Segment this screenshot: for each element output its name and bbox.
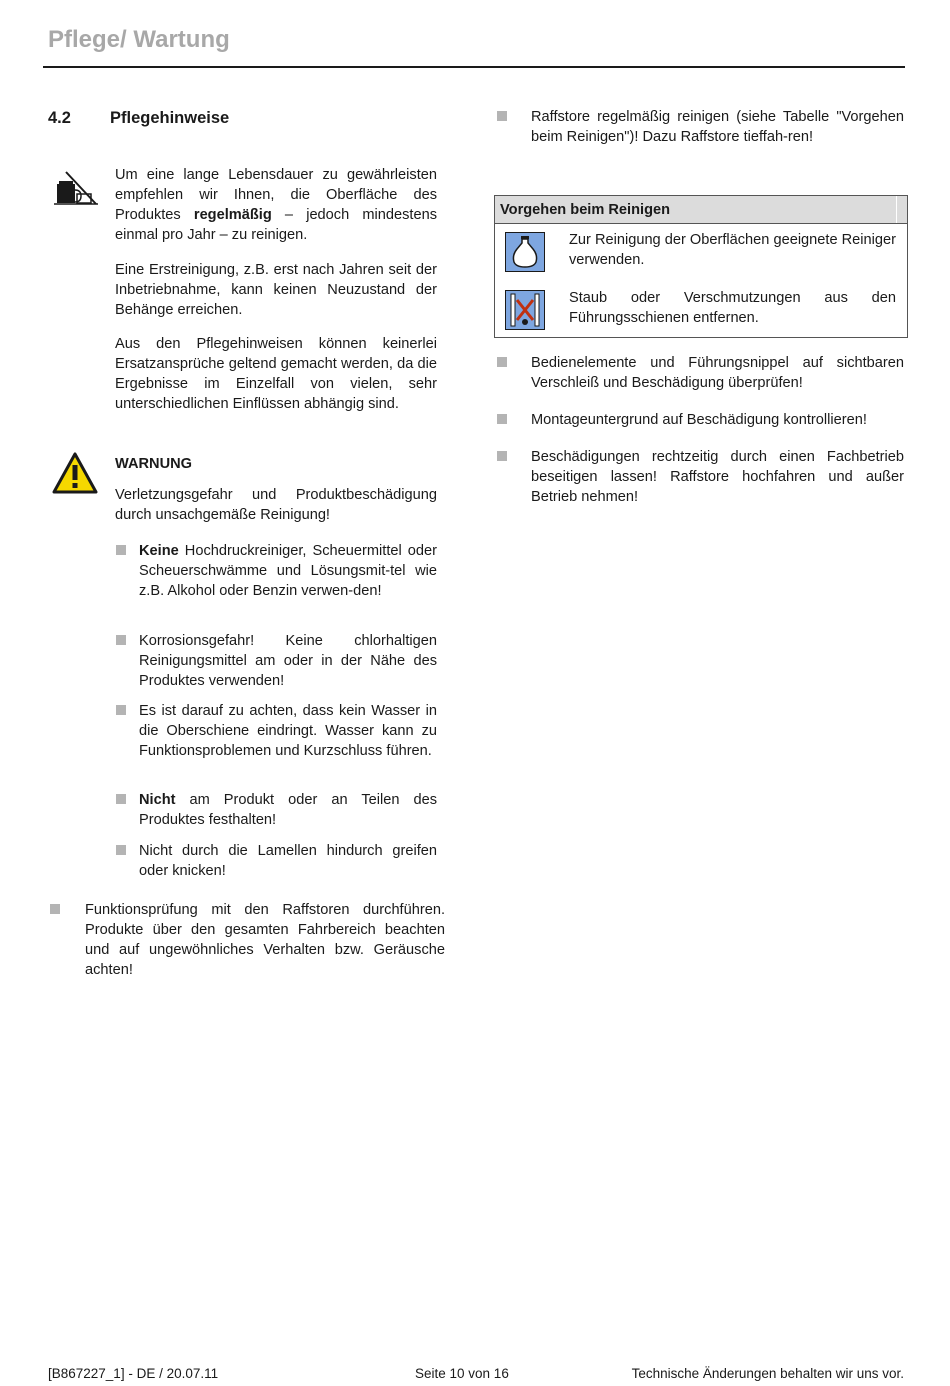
footer-note: Technische Änderungen behalten wir uns vor. bbox=[631, 1366, 904, 1381]
table-header-cell-end bbox=[896, 196, 907, 223]
bullet-marker bbox=[497, 414, 507, 424]
warning-item-1-bold: Keine bbox=[139, 543, 179, 559]
clean-regularly-item: Raffstore regelmäßig reinigen (siehe Tabelle "Vorgehen beim Reinigen")! Dazu Raffstore tieffah-ren! bbox=[531, 109, 904, 145]
warning-item-5: Nicht durch die Lamellen hindurch greifen oder knicken! bbox=[139, 843, 437, 879]
page-title: Pflege/ Wartung bbox=[48, 26, 230, 53]
bullet-marker bbox=[497, 111, 507, 121]
warning-item-1-text: Hochdruckreiniger, Scheuermittel oder Scheuerschwämme und Lösungsmit-tel wie z.B. Alkohol oder Benzin verwen-den! bbox=[139, 543, 437, 599]
intro-text-b: – jedoch mindestens einmal pro Jahr – zu reinigen. bbox=[115, 207, 438, 243]
table-header bbox=[495, 196, 907, 224]
section-title: Pflegehinweise bbox=[110, 109, 230, 127]
care-bucket-icon bbox=[54, 168, 98, 206]
warning-item-3: Es ist darauf zu achten, dass kein Wasser in die Oberschiene eindringt. Wasser kann zu Funktionsproblemen und Kurzschluss führen. bbox=[139, 703, 437, 759]
bullet-marker bbox=[497, 357, 507, 367]
bullet-marker bbox=[116, 794, 126, 804]
check-controls-item: Bedienelemente und Führungsnippel auf sichtbaren Verschleiß und Beschädigung überprüfen! bbox=[531, 355, 904, 391]
section-number: 4.2 bbox=[48, 109, 71, 127]
bullet-marker bbox=[116, 545, 126, 555]
intro-paragraph-2: Eine Erstreinigung, z.B. erst nach Jahren seit der Inbetriebnahme, kann keinen Neuzustand der Behänge erreichen. bbox=[115, 262, 437, 318]
warning-item-2: Korrosionsgefahr! Keine chlorhaltigen Reinigungsmittel am oder in der Nähe des Produktes verwenden! bbox=[139, 633, 437, 689]
footer-doc-ref: [B867227_1] - DE / 20.07.11 bbox=[48, 1366, 219, 1381]
intro-text-a: Um eine lange Lebensdauer zu gewährleisten empfehlen wir Ihnen, die Oberfläche des Produktes bbox=[115, 167, 437, 223]
bullet-marker bbox=[116, 705, 126, 715]
warning-triangle-icon bbox=[52, 452, 98, 494]
footer-page-number: Seite 10 von 16 bbox=[415, 1366, 509, 1381]
intro-paragraph-3: Aus den Pflegehinweisen können keinerlei Ersatzansprüche geltend gemacht werden, da die Ergebnisse im Einzelfall von vielen, sehr unterschiedlichen Einflüssen abhängig sind. bbox=[115, 336, 437, 412]
remove-dirt-icon bbox=[505, 290, 545, 330]
function-test-item: Funktionsprüfung mit den Raffstoren durchführen. Produkte über den gesamten Fahrbereich beachten und auf ungewöhnliches Verhalten bzw. Geräusche achten! bbox=[85, 902, 445, 978]
bullet-marker bbox=[116, 635, 126, 645]
warning-item-4 bbox=[139, 790, 437, 830]
table-row-1-text: Zur Reinigung der Oberflächen geeignete Reiniger verwenden. bbox=[569, 232, 896, 268]
warning-title: WARNUNG bbox=[115, 456, 193, 472]
cleaning-agent-icon bbox=[505, 232, 545, 272]
warning-text: Verletzungsgefahr und Produktbeschädigung durch unsachgemäße Reinigung! bbox=[115, 487, 437, 523]
bullet-marker bbox=[116, 845, 126, 855]
warning-item-4-text: am Produkt oder an Teilen des Produktes festhalten! bbox=[139, 792, 437, 828]
intro-paragraph-1 bbox=[115, 165, 437, 245]
intro-text-bold: regelmäßig bbox=[193, 207, 272, 223]
table-row-2-text: Staub oder Verschmutzungen aus den Führungsschienen entfernen. bbox=[569, 290, 896, 326]
check-mounting-item: Montageuntergrund auf Beschädigung kontrollieren! bbox=[531, 412, 867, 428]
header-divider bbox=[43, 66, 905, 68]
warning-item-1 bbox=[139, 541, 437, 601]
bullet-marker bbox=[50, 904, 60, 914]
repair-damage-item: Beschädigungen rechtzeitig durch einen Fachbetrieb beseitigen lassen! Raffstore hochfahren und außer Betrieb nehmen! bbox=[531, 449, 904, 505]
bullet-marker bbox=[497, 451, 507, 461]
table-header-label: Vorgehen beim Reinigen bbox=[500, 202, 671, 218]
warning-item-4-bold: Nicht bbox=[139, 792, 176, 808]
cleaning-procedure-table bbox=[494, 195, 908, 338]
